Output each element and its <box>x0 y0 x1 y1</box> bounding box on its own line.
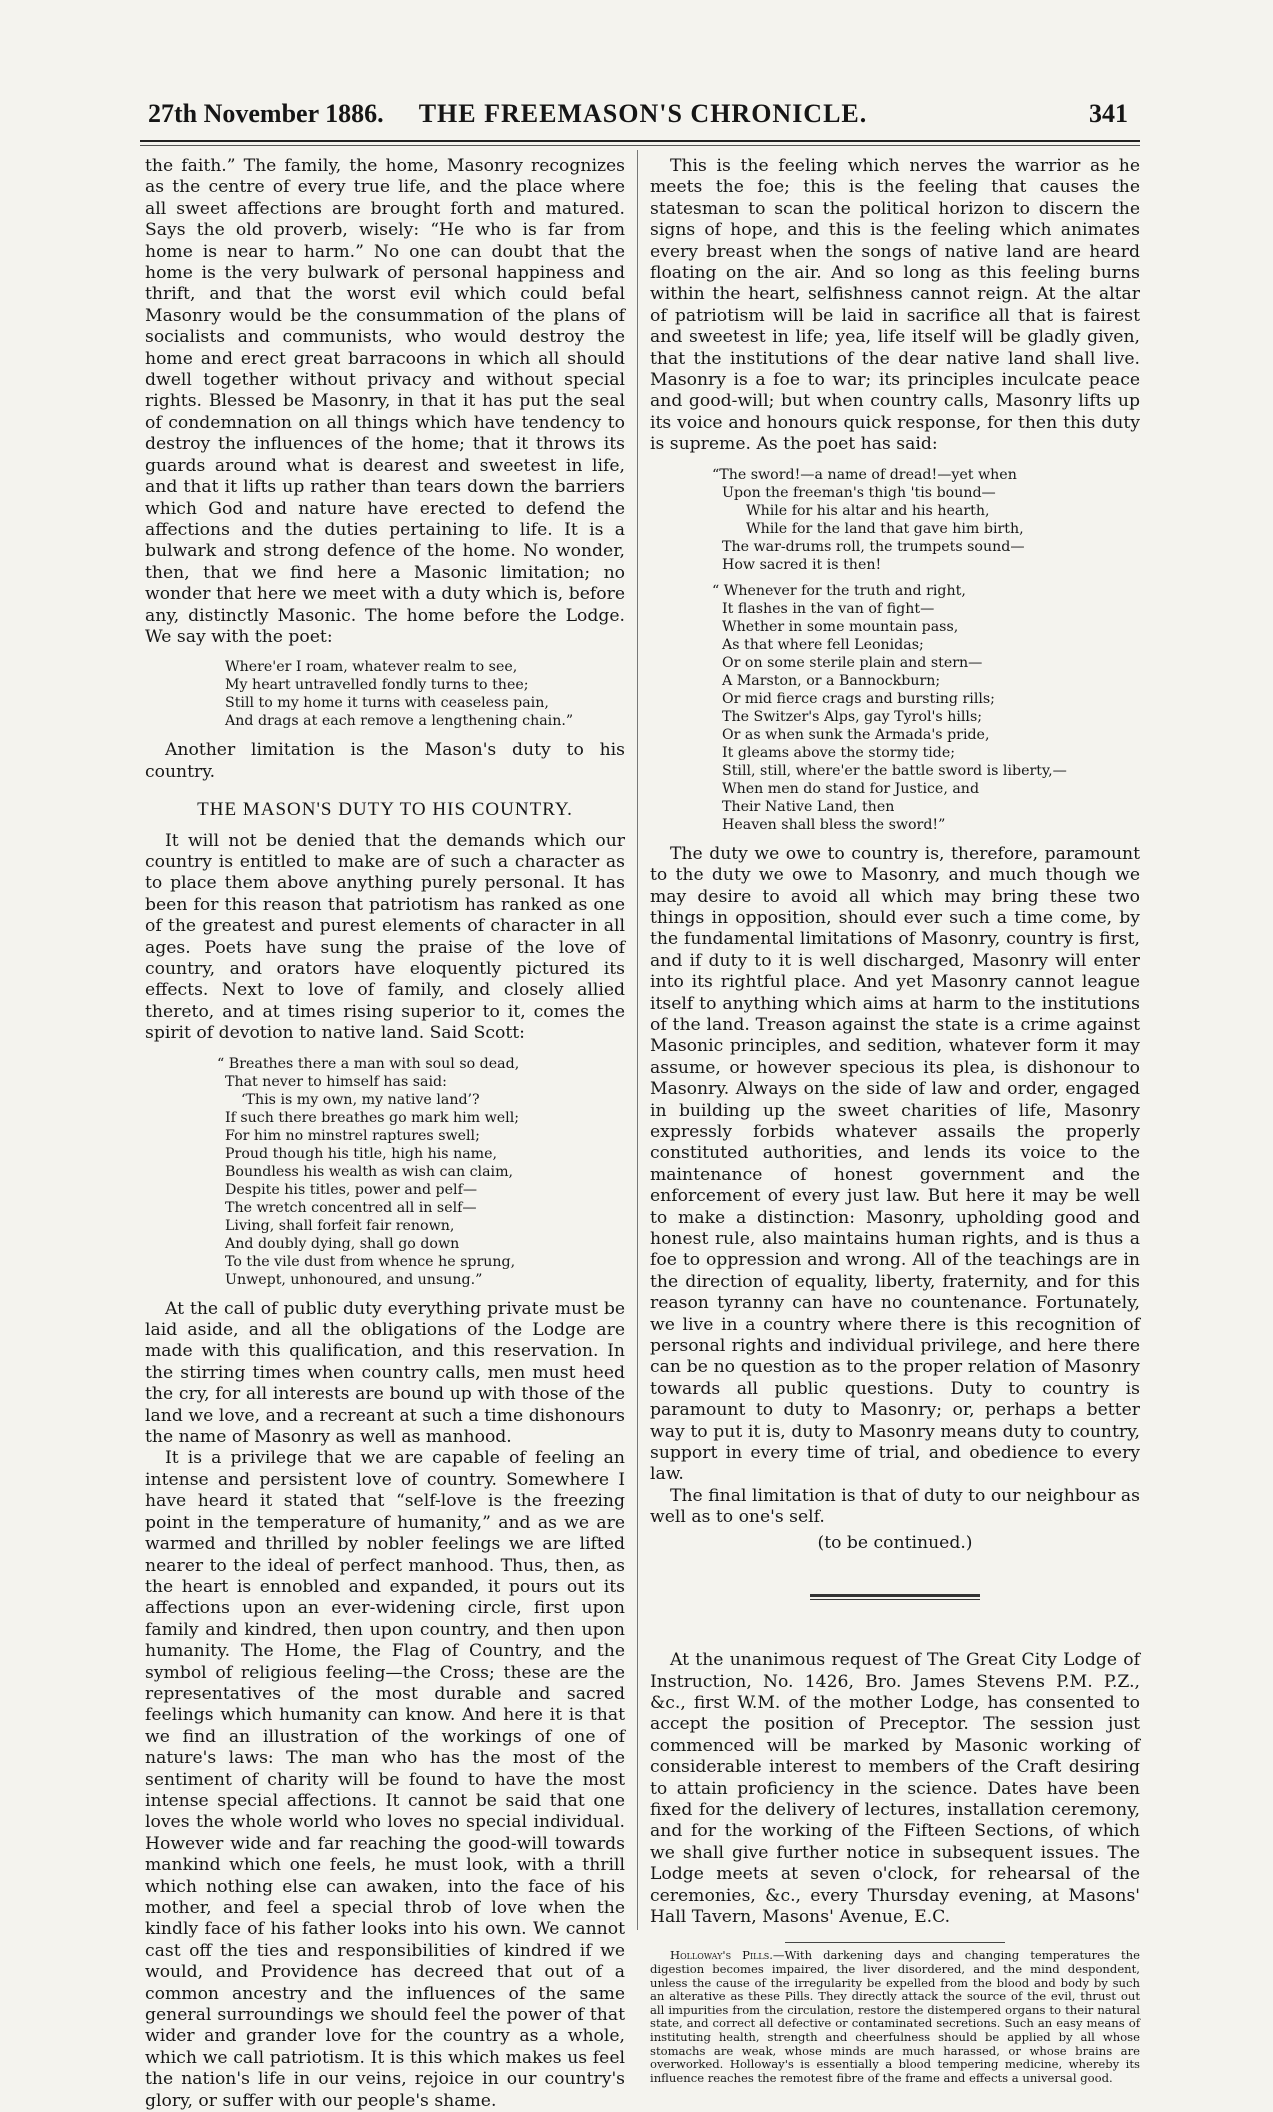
section-heading: THE MASON'S DUTY TO HIS COUNTRY. <box>197 799 573 821</box>
advert-rule <box>785 1942 1005 1943</box>
publication-title: THE FREEMASON'S CHRONICLE. <box>418 99 868 128</box>
poem-line: ‘This is my own, my native land’? <box>241 1091 480 1108</box>
poem-home <box>145 658 625 730</box>
poem-line: As that where fell Leonidas; <box>722 636 924 653</box>
poem-line: That never to himself has said: <box>225 1073 447 1090</box>
lodge-notice: At the unanimous request of The Great City Lodge of Instruction, No. 1426, Bro. James Stevens P.M. P.Z., &c., first W.M. of the mother Lodge, has consented to accept the position of Preceptor. The session just commenced will be marked by Masonic working of considerable interest to members of the Craft desiring to attain proficiency in the science. Dates have been fixed for the delivery of lectures, installation ceremony, and for the working of the Fifteen Sections, of which we shall give further notice in subsequent issues. The Lodge meets at seven o'clock, for rehearsal of the ceremonies, &c., every Thursday evening, at Masons' Hall Tavern, Masons' Avenue, E.C. <box>650 1650 1140 1927</box>
paragraph: The final limitation is that of duty to our neighbour as well as to one's self. <box>650 1485 1140 1528</box>
page-header <box>148 95 1138 135</box>
poem-line: While for the land that gave him birth, <box>746 520 1024 537</box>
right-column <box>650 156 1140 2085</box>
poem-line: Upon the freeman's thigh 'tis bound— <box>722 484 996 501</box>
page-number: 341 <box>1089 99 1128 128</box>
article-divider <box>810 1594 980 1600</box>
poem-line: For him no minstrel raptures swell; <box>225 1127 480 1144</box>
poem-line: Or on some sterile plain and stern— <box>722 654 983 671</box>
header-rule-thin <box>140 145 1140 146</box>
paragraph: This is the feeling which nerves the warrior as he meets the foe; this is the feeling that causes the statesman to scan the political horizon to discern the signs of hope, and this is the feeling which animates every breast when the songs of native land are heard floating on the air. And so long as this feeling burns within the heart, selfishness cannot reign. At the altar of patriotism will be laid in sacrifice all that is fairest and sweetest in life; yea, life itself will be gladly given, that the institutions of the dear native land shall live. Masonry is a foe to war; its principles inculcate peace and good-will; but when country calls, Masonry lifts up its voice and honours quick response, for then this duty is supreme. As the poet has said: <box>650 156 1140 455</box>
poem-line: And drags at each remove a lengthening chain.” <box>225 713 574 730</box>
poem-line: “ Breathes there a man with soul so dead, <box>217 1055 520 1072</box>
poem-line: A Marston, or a Bannockburn; <box>722 672 941 689</box>
poem-line: It gleams above the stormy tide; <box>722 744 956 761</box>
poem-line: And doubly dying, shall go down <box>225 1235 460 1252</box>
poem-line: Proud though his title, high his name, <box>225 1145 498 1162</box>
poem-line: Heaven shall bless the sword!” <box>722 816 946 833</box>
poem-line: The wretch concentred all in self— <box>225 1199 477 1216</box>
poem-line: Despite his titles, power and pelf— <box>225 1181 478 1198</box>
paragraph: Another limitation is the Mason's duty to his country. <box>145 740 625 782</box>
poem-line: To the vile dust from whence he sprung, <box>225 1253 516 1270</box>
poem-line: Living, shall forfeit fair renown, <box>225 1217 455 1234</box>
poem-line: Or as when sunk the Armada's pride, <box>722 726 990 743</box>
paragraph: the faith.” The family, the home, Masonry recognizes as the centre of every true life, and the place where all sweet affections are brought forth and matured. Says the old proverb, wisely: “He who is far from home is near to harm.” No one can doubt that the home is the very bulwark of personal happiness and thrift, and that the worst evil which could befal Masonry would be the consummation of the plans of socialists and communists, who would destroy the home and erect great barracoons in which all should dwell together without privacy and without special rights. Blessed be Masonry, in that it has put the seal of condemnation on all things which have tendency to destroy the influences of the home; that it throws its guards around what is dearest and sweetest in life, and that it lifts up rather than tears down the barriers which God and nature have erected to defend the affections and the duties pertaining to life. It is a bulwark and strong defence of the home. No wonder, then, that we find here a Masonic limitation; no wonder that here we meet with a duty which is, before any, distinctly Masonic. The home before the Lodge. We say with the poet: <box>145 156 625 647</box>
poem-line: Unwept, unhonoured, and unsung.” <box>225 1271 483 1288</box>
holloway-advert <box>650 1949 1140 2085</box>
paragraph: It will not be denied that the demands which our country is entitled to make are of such a character as to place them above anything purely personal. It has been for this reason that patriotism has ranked as one of the greatest and purest elements of character in all ages. Poets have sung the praise of the love of country, and orators have eloquently pictured its effects. Next to love of family, and closely allied thereto, and at times rising superior to it, comes the spirit of devotion to native land. Said Scott: <box>145 830 625 1044</box>
column-divider <box>637 150 638 1930</box>
poem-line: Boundless his wealth as wish can claim, <box>225 1163 514 1180</box>
poem-line: “The sword!—a name of dread!—yet when <box>712 466 1017 483</box>
poem-line: While for his altar and his hearth, <box>746 502 990 519</box>
poem-line: Whether in some mountain pass, <box>722 618 959 635</box>
poem-line: How sacred it is then! <box>722 556 882 573</box>
poem-line: The Switzer's Alps, gay Tyrol's hills; <box>722 708 983 725</box>
paragraph: The duty we owe to country is, therefore, paramount to the duty we owe to Masonry, and much though we may desire to avoid all which may bring these two things in opposition, should ever such a time come, by the fundamental limitations of Masonry, country is first, and if duty to it is well discharged, Masonry will enter into its rightful place. And yet Masonry cannot league itself to anything which aims at harm to the institutions of the land. Treason against the state is a crime against Masonic principles, and sedition, whatever form it may assume, or however specious its plea, is dishonour to Masonry. Always on the side of law and order, engaged in building up the sweet charities of life, Masonry expressly forbids whatever assails the properly constituted authorities, and lends its voice to the maintenance of honest government and the enforcement of every just law. But here it may be well to make a distinction: Masonry, upholding good and honest rule, also maintains human rights, and is thus a foe to oppression and wrong. All of the teachings are in the direction of equality, liberty, fraternity, and for this reason tyranny can have no countenance. Fortunately, we live in a country where there is this recognition of personal rights and individual privilege, and here there can be no question as to the proper relation of Masonry towards all public questions. Duty to country is paramount to duty to Masonry; or, perhaps a better way to put it is, duty to Masonry means duty to country, support in every time of trial, and obedience to every law. <box>650 843 1140 1485</box>
poem-line: Still to my home it turns with ceaseless pain, <box>225 695 549 712</box>
poem-line: If such there breathes go mark him well; <box>225 1109 520 1126</box>
header-rule <box>140 140 1140 142</box>
paragraph: It is a privilege that we are capable of feeling an intense and persistent love of country. Somewhere I have heard it stated that “self-love is the freezing point in the temperature of humanity,” and as we are warmed and thrilled by nobler feelings we are lifted nearer to the ideal of perfect manhood. Thus, then, as the heart is ennobled and expanded, it pours out its affections upon an ever-widening circle, first upon family and kindred, then upon country, and then upon humanity. The Home, the Flag of Country, and the symbol of religious feeling—the Cross; these are the representatives of the most durable and sacred feelings which humanity can know. And here it is that we find an illustration of the workings of one of nature's laws: The man who has the most of the sentiment of charity will be found to have the most intense special affections. It cannot be said that one loves the whole world who loves no special individual. However wide and far reaching the good-will towards mankind which one feels, he must look, with a thrill which nothing else can awaken, into the face of his mother, and feel a special throb of love when the kindly face of his father looks into his own. We cannot cast off the ties and responsibilities of kindred if we would, and Providence has decreed that out of a common ancestry and the influences of the same general surroundings we should feel the power of that wider and grander love for the country as a whole, which we call patriotism. It is this which makes us feel the nation's life in our veins, rejoice in our country's glory, or suffer with our people's shame. <box>145 1448 625 2111</box>
poem-line: When men do stand for Justice, and <box>722 780 980 797</box>
poem-line: My heart untravelled fondly turns to thee; <box>225 677 529 694</box>
left-column <box>145 156 625 2112</box>
poem-line: Or mid fierce crags and bursting rills; <box>722 690 995 707</box>
poem-line: It flashes in the van of fight— <box>722 600 935 617</box>
poem-line: “ Whenever for the truth and right, <box>712 582 966 599</box>
paragraph: At the call of public duty everything private must be laid aside, and all the obligations of the Lodge are made with this qualification, and this reservation. In the stirring times when country calls, men must heed the cry, for all interests are bound up with those of the land we love, and a recreant at such a time dishonours the name of Masonry as well as manhood. <box>145 1298 625 1448</box>
poem-line: Their Native Land, then <box>722 798 895 815</box>
poem-sword <box>650 466 1140 834</box>
poem-scott <box>145 1055 625 1289</box>
poem-line: Where'er I roam, whatever realm to see, <box>225 659 518 676</box>
to-be-continued: (to be continued.) <box>817 1532 973 1553</box>
issue-date: 27th November 1886. <box>148 99 384 128</box>
advert-body: —With darkening days and changing temperatures the digestion becomes impaired, the liver disordered, and the mind despondent, unless the cause of the irregularity be expelled from the blood and body by such an alterative as these Pills. They directly attack the source of the evil, thrust out all impurities from the circulation, restore the distempered organs to their natural state, and correct all defective or contaminated secretions. Such an easy means of instituting health, strength and cheerfulness should be applied by all whose stomachs are weak, whose minds are much harassed, or whose brains are overworked. Holloway's is essentially a blood tempering medicine, whereby its influence reaches the remotest fibre of the frame and effects a universal good. <box>650 1948 1140 2085</box>
advert-title: Holloway's Pills. <box>670 1948 773 1963</box>
poem-line: The war-drums roll, the trumpets sound— <box>722 538 1025 555</box>
poem-line: Still, still, where'er the battle sword is liberty,— <box>722 762 1067 779</box>
